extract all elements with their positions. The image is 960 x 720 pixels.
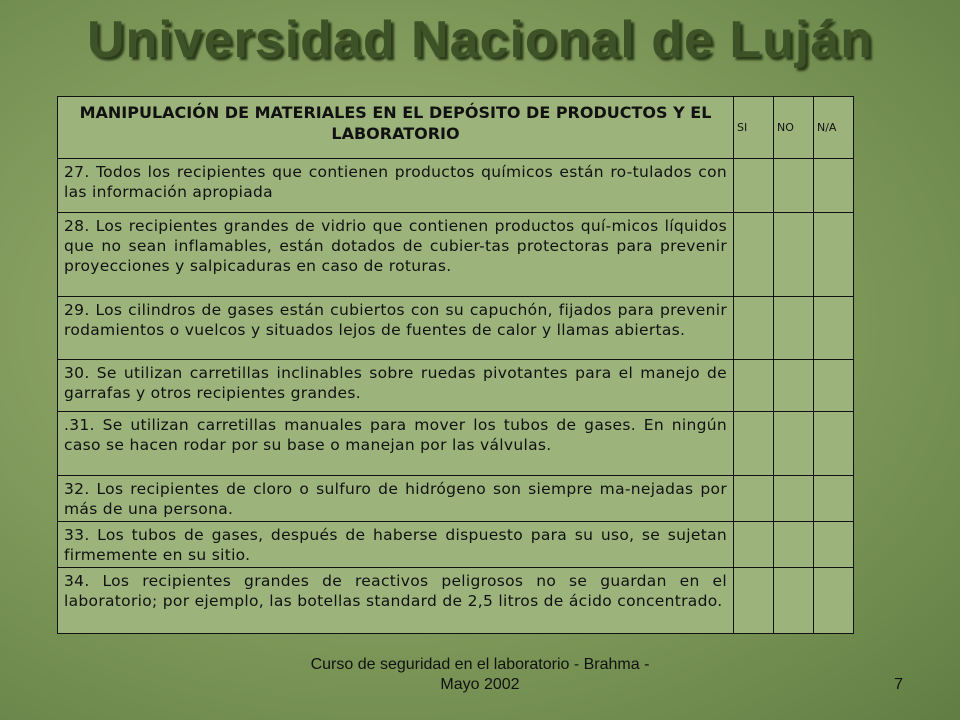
check-cell-si[interactable] [734, 568, 774, 634]
check-cell-si[interactable] [734, 213, 774, 297]
table-row [58, 522, 854, 568]
table-row [58, 568, 854, 634]
check-cell-si[interactable] [734, 476, 774, 522]
check-cell-na[interactable] [814, 476, 854, 522]
table-row [58, 213, 854, 297]
checklist-item: 28. Los recipientes grandes de vidrio que contienen productos quí-micos líquidos que no sean inflamables, están dotados de cubier-tas protectoras para prevenir proyecciones y salpicaduras en caso de roturas. [58, 213, 734, 297]
check-cell-si[interactable] [734, 297, 774, 360]
checklist-item: .31. Se utilizan carretillas manuales para mover los tubos de gases. En ningún caso se hacen rodar por su base o manejan por las válvulas. [58, 412, 734, 476]
table-row [58, 297, 854, 360]
check-cell-no[interactable] [774, 360, 814, 412]
check-cell-na[interactable] [814, 568, 854, 634]
checklist-item: 33. Los tubos de gases, después de haberse dispuesto para su uso, se sujetan firmemente en su sitio. [58, 522, 734, 568]
check-cell-na[interactable] [814, 297, 854, 360]
checklist-item: 30. Se utilizan carretillas inclinables sobre ruedas pivotantes para el manejo de garrafas y otros recipientes grandes. [58, 360, 734, 412]
check-cell-no[interactable] [774, 159, 814, 213]
table-header-title: MANIPULACIÓN DE MATERIALES EN EL DEPÓSITO DE PRODUCTOS Y EL LABORATORIO [58, 97, 734, 159]
column-header-si: SI [734, 97, 774, 159]
check-cell-no[interactable] [774, 476, 814, 522]
check-cell-na[interactable] [814, 412, 854, 476]
checklist-item: 29. Los cilindros de gases están cubiertos con su capuchón, fijados para prevenir rodamientos o vuelcos y situados lejos de fuentes de calor y llamas abiertas. [58, 297, 734, 360]
table-row [58, 412, 854, 476]
check-cell-no[interactable] [774, 297, 814, 360]
page-number: 7 [894, 676, 903, 693]
check-cell-si[interactable] [734, 360, 774, 412]
checklist-item: 34. Los recipientes grandes de reactivos peligrosos no se guardan en el laboratorio; por ejemplo, las botellas standard de 2,5 litros de ácido concentrado. [58, 568, 734, 634]
column-header-no: NO [774, 97, 814, 159]
checklist-item: 27. Todos los recipientes que contienen productos químicos están ro-tulados con las información apropiada [58, 159, 734, 213]
checklist-table [57, 96, 854, 634]
check-cell-no[interactable] [774, 213, 814, 297]
check-cell-no[interactable] [774, 568, 814, 634]
checklist-item: 32. Los recipientes de cloro o sulfuro de hidrógeno son siempre ma-nejadas por más de una persona. [58, 476, 734, 522]
check-cell-na[interactable] [814, 522, 854, 568]
check-cell-na[interactable] [814, 360, 854, 412]
check-cell-na[interactable] [814, 159, 854, 213]
table-header-row [58, 97, 854, 159]
table-row [58, 476, 854, 522]
footer-text: Curso de seguridad en el laboratorio - Brahma - Mayo 2002 [310, 656, 650, 693]
check-cell-si[interactable] [734, 159, 774, 213]
check-cell-na[interactable] [814, 213, 854, 297]
slide-title: Universidad Nacional de Luján [86, 11, 874, 69]
table-row [58, 159, 854, 213]
column-header-na: N/A [814, 97, 854, 159]
check-cell-si[interactable] [734, 522, 774, 568]
check-cell-no[interactable] [774, 522, 814, 568]
table-row [58, 360, 854, 412]
check-cell-si[interactable] [734, 412, 774, 476]
check-cell-no[interactable] [774, 412, 814, 476]
